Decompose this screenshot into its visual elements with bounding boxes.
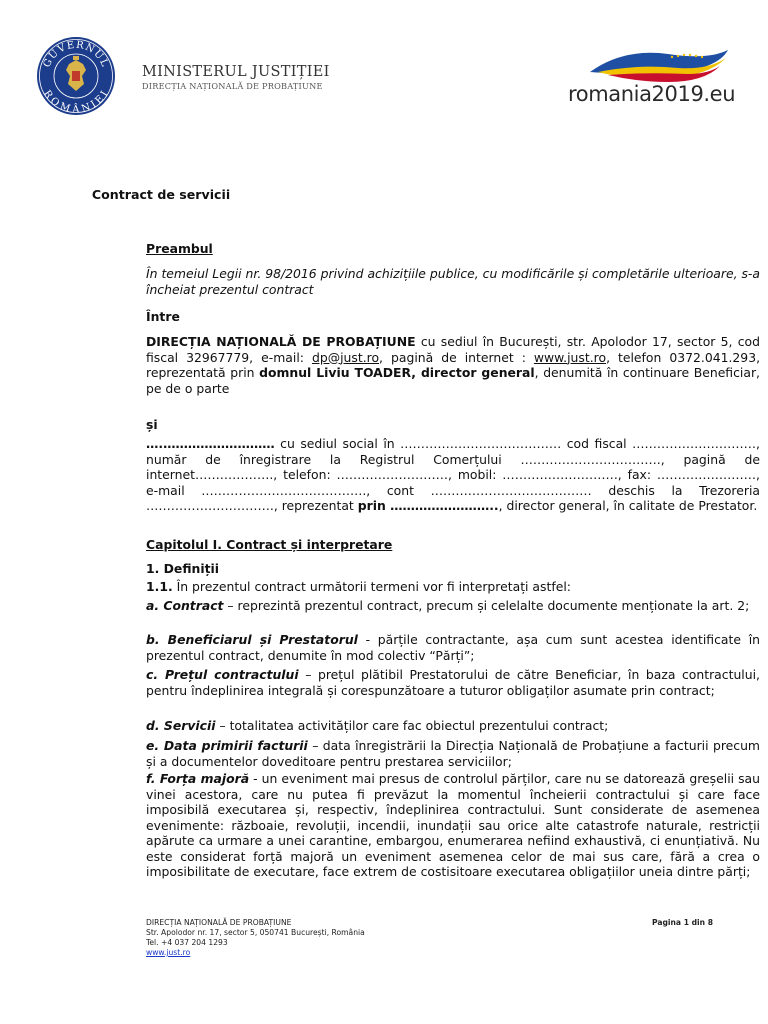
definition-1-1-number: 1.1.	[146, 579, 173, 594]
si-heading: și	[146, 417, 158, 432]
page-number: Pagina 1 din 8	[652, 918, 713, 927]
definition-d-text: – totalitatea activităților care fac obiectul prezentului contract;	[215, 718, 609, 733]
definition-f	[146, 771, 760, 880]
party1-web-link[interactable]: www.just.ro	[533, 349, 607, 365]
party1-text1: cu sediul în București, str. Apolodor 17, sector 5, cod fiscal 32967779, e-mail:	[146, 334, 760, 365]
definition-a-term: a. Contract	[146, 598, 224, 613]
footer-website-link[interactable]: www.just.ro	[146, 948, 191, 957]
footer-phone: Tel. +4 037 204 1293	[146, 938, 228, 947]
definition-b	[146, 632, 760, 663]
party1-text3: , telefon 0372.041.293, reprezentată prin	[146, 349, 761, 380]
party1-email-link[interactable]: dp@just.ro	[311, 349, 380, 365]
definition-b-text: - părțile contractante, așa cum sunt acestea identificate în prezentul contract, denumite în mod colectiv “Părți”;	[146, 632, 760, 663]
directorate-name: DIRECȚIA NAȚIONALĂ DE PROBAȚIUNE	[142, 81, 323, 91]
definition-c-term: c. Prețul contractului	[146, 667, 299, 682]
ministry-heading	[142, 64, 330, 91]
definition-a	[146, 598, 760, 614]
definitions-heading: 1. Definiții	[146, 561, 220, 576]
definition-e-text: – data înregistrării la Direcția Națională de Probațiune a facturii precum și a documentelor doveditoare pentru prestarea serviciilor;	[146, 738, 760, 769]
footer-directorate: DIRECȚIA NAȚIONALĂ DE PROBAȚIUNE	[146, 918, 292, 927]
party1-representative: domnul Liviu TOADER, director general	[259, 365, 535, 380]
preambul-heading: Preambul	[146, 241, 213, 256]
party2-name: ….………………………	[146, 436, 275, 451]
party1-text2: , pagină de internet :	[379, 349, 534, 365]
definition-d	[146, 718, 760, 734]
ministry-name: MINISTERUL JUSTIȚIEI	[142, 64, 330, 80]
seal-bottom-text: ROMÂNIEI	[41, 88, 112, 116]
footer-address: Str. Apolodor nr. 17, sector 5, 050741 București, România	[146, 928, 365, 937]
romania2019-logo-text: romania2019.eu	[568, 82, 736, 106]
definition-e	[146, 738, 760, 769]
government-seal-icon	[36, 36, 116, 116]
definition-1-1	[146, 579, 760, 595]
definition-c-text: – prețul plătibil Prestatorului de către Beneficiar, în baza contractului, pentru îndeplinirea integrală și corespunzătoare a tuturor obligaților asumate prin contract;	[146, 667, 760, 698]
intre-heading: Între	[146, 309, 180, 324]
page-footer	[146, 918, 365, 958]
party1-name: DIRECȚIA NAȚIONALĂ DE PROBAȚIUNE	[146, 334, 416, 349]
party2-text1: cu sediul social în ………………………………… cod fiscal …………………………, număr de înregistrare la Registrul Comerțului ……………………………., pagină de internet………………., telefon: ………………………, mobil: ………………………., fax: ……………………, e-mail …………………………………., cont ………………………………… deschis la Trezoreria …………………………., reprezentat	[146, 436, 760, 513]
party2-prin: prin ……………………..	[357, 498, 499, 513]
party1-text4: , denumită în continuare Beneficiar, pe de o parte	[146, 365, 760, 396]
preambul-text: În temeiul Legii nr. 98/2016 privind achizițiile publice, cu modificările și completările ulterioare, s-a încheiat prezentul contract	[146, 266, 760, 297]
document-title: Contract de servicii	[91, 187, 231, 202]
party2-text2: , director general, în calitate de Prestator.	[498, 498, 758, 513]
definition-c	[146, 667, 760, 698]
definition-1-1-text: În prezentul contract următorii termeni vor fi interpretați astfel:	[172, 579, 571, 594]
definition-a-text: – reprezintă prezentul contract, precum și celelalte documente menționate la art. 2;	[223, 598, 750, 613]
definition-e-term: e. Data primirii facturii	[146, 738, 308, 753]
party2-paragraph	[146, 436, 760, 514]
definition-b-term: b. Beneficiarul și Prestatorul	[146, 632, 358, 647]
party1-paragraph	[146, 334, 760, 396]
seal-top-text: GUVERNUL	[41, 39, 111, 70]
chapter-heading: Capitolul I. Contract și interpretare	[146, 537, 393, 552]
definition-d-term: d. Servicii	[146, 718, 216, 733]
definition-f-term: f. Forța majoră	[146, 771, 250, 786]
definition-f-text: - un eveniment mai presus de controlul părților, care nu se datorează greșelii sau vinei acestora, care nu putea fi prevăzut la momentul încheierii contractului și care face imposibilă executarea și, respectiv, îndeplinirea contractului. Sunt considerate de asemenea evenimente: războaie, revoluții, incendii, inundații sau orice alte catastrofe naturale, restricții apărute ca urmare a unei carantine, embargou, enumerarea nefiind exhaustivă, ci enunțiativă. Nu este considerat forță majoră un eveniment asemenea celor de mai sus care, fără a crea o imposibilitate de executare, face extrem de costisitoare executarea obligațiilor uneia dintre părți;	[146, 771, 761, 879]
